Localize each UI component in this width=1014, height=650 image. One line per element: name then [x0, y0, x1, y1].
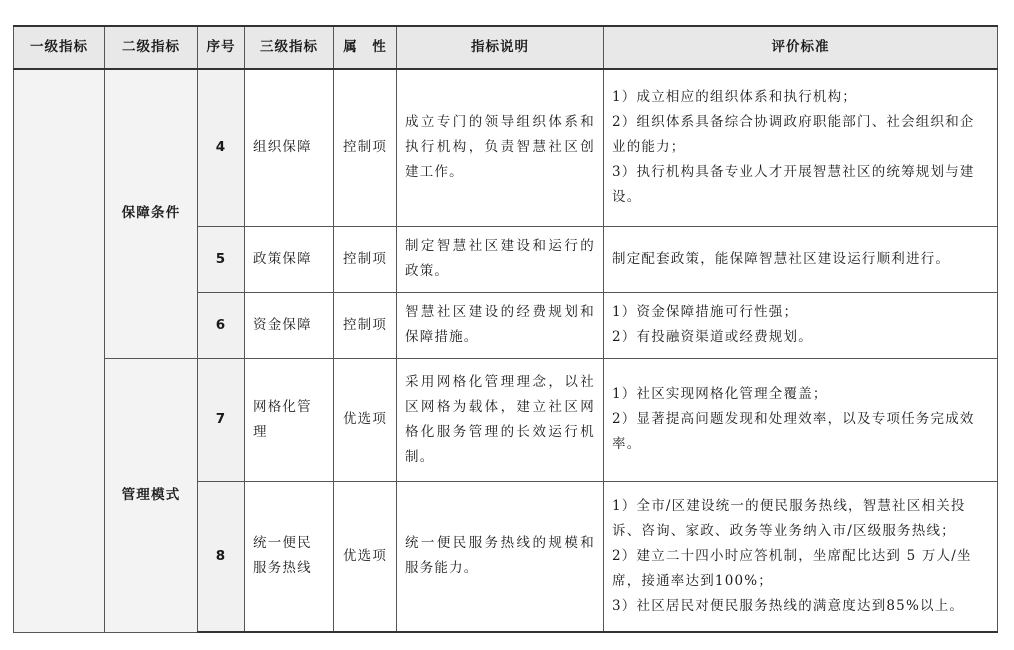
- criteria-line: 1）全市/区建设统一的便民服务热线，智慧社区相关投诉、咨询、家政、政务等业务纳入市/区级服务热线；: [612, 497, 966, 539]
- criteria-line: 2）组织体系具备综合协调政府职能部门、社会组织和企业的能力；: [612, 114, 975, 156]
- desc-cell: 采用网格化管理理念，以社区网格为载体，建立社区网格化服务管理的长效运行机制。: [397, 358, 604, 481]
- table-row: [14, 358, 998, 481]
- criteria-cell: [604, 358, 998, 481]
- attr-cell: 优选项: [334, 481, 397, 632]
- desc-cell: 统一便民服务热线的规模和服务能力。: [397, 481, 604, 632]
- indicator-table: [13, 25, 998, 633]
- header-desc: 指标说明: [397, 26, 604, 69]
- criteria-line: 2）建立二十四小时应答机制，坐席配比达到 5 万人/坐席，接通率达到100%；: [612, 547, 972, 589]
- seq-cell: 4: [198, 69, 245, 226]
- seq-cell: 7: [198, 358, 245, 481]
- attr-cell: 控制项: [334, 69, 397, 226]
- seq-cell: 8: [198, 481, 245, 632]
- header-attr: 属 性: [334, 26, 397, 69]
- attr-cell: 控制项: [334, 292, 397, 358]
- desc-cell: 制定智慧社区建设和运行的政策。: [397, 226, 604, 292]
- desc-cell: 智慧社区建设的经费规划和保障措施。: [397, 292, 604, 358]
- criteria-line: 制定配套政策，能保障智慧社区建设运行顺利进行。: [612, 250, 951, 267]
- criteria-line: 1）成立相应的组织体系和执行机构；: [612, 89, 857, 106]
- criteria-cell: [604, 69, 998, 226]
- header-criteria: 评价标准: [604, 26, 998, 69]
- criteria-cell: [604, 292, 998, 358]
- attr-cell: 控制项: [334, 226, 397, 292]
- attr-cell: 优选项: [334, 358, 397, 481]
- criteria-cell: [604, 481, 998, 632]
- level2-cell: 管理模式: [105, 358, 198, 632]
- level3-cell: 政策保障: [245, 226, 334, 292]
- header-row: [14, 26, 998, 69]
- level2-cell: 保障条件: [105, 69, 198, 358]
- criteria-line: 1）资金保障措施可行性强；: [612, 304, 799, 320]
- desc-cell: 成立专门的领导组织体系和执行机构，负责智慧社区创建工作。: [397, 69, 604, 226]
- level3-cell: 统一便民服务热线: [245, 481, 334, 632]
- criteria-line: 3）执行机构具备专业人才开展智慧社区的统筹规划与建设。: [612, 164, 975, 206]
- seq-cell: 6: [198, 292, 245, 358]
- header-level1: 一级指标: [14, 26, 105, 69]
- criteria-line: 1）社区实现网格化管理全覆盖；: [612, 386, 828, 402]
- header-level2: 二级指标: [105, 26, 198, 69]
- criteria-line: 3）社区居民对便民服务热线的满意度达到85%以上。: [612, 597, 965, 614]
- criteria-cell: [604, 226, 998, 292]
- header-level3: 三级指标: [245, 26, 334, 69]
- header-seq: 序号: [198, 26, 245, 69]
- level3-cell: 资金保障: [245, 292, 334, 358]
- level3-cell: 网格化管理: [245, 358, 334, 481]
- criteria-line: 2）有投融资渠道或经费规划。: [612, 329, 813, 345]
- criteria-line: 2）显著提高问题发现和处理效率，以及专项任务完成效率。: [612, 411, 975, 452]
- table-row: [14, 69, 998, 226]
- seq-cell: 5: [198, 226, 245, 292]
- level1-cell: [14, 69, 105, 632]
- level3-cell: 组织保障: [245, 69, 334, 226]
